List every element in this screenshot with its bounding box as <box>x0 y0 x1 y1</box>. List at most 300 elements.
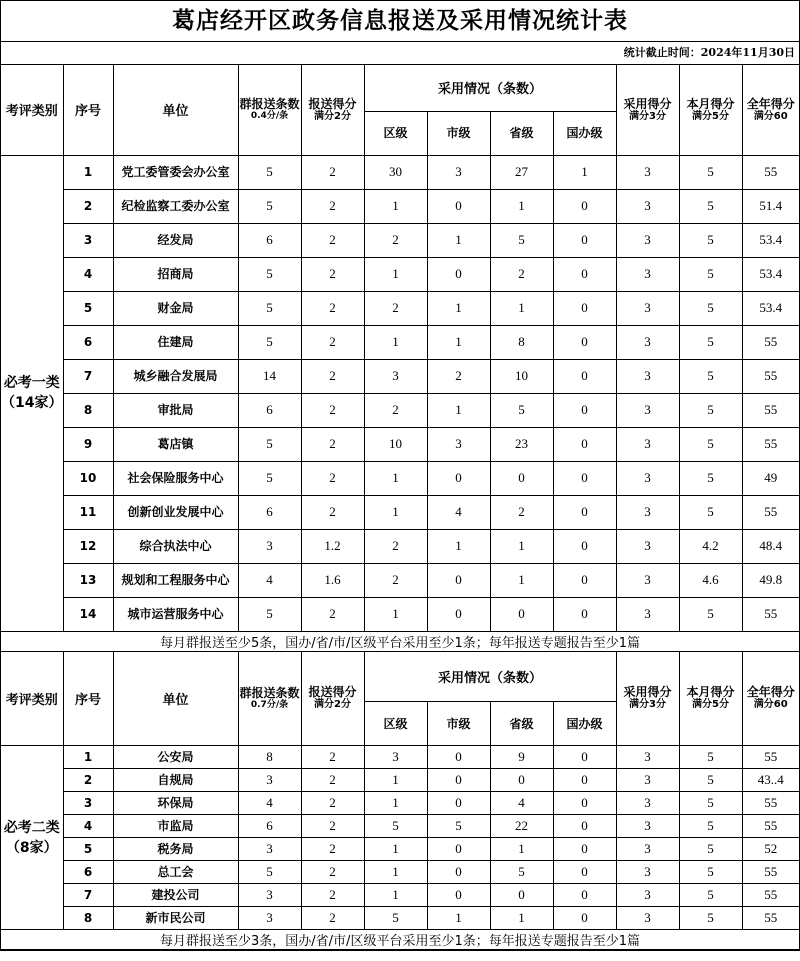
province-cell: 0 <box>490 461 553 495</box>
seq-cell: 10 <box>63 461 113 495</box>
group-report-cell: 5 <box>238 427 301 461</box>
district-cell: 1 <box>364 861 427 884</box>
district-cell: 2 <box>364 291 427 325</box>
year-score-cell: 48.4 <box>742 529 799 563</box>
header-district: 区级 <box>364 702 427 746</box>
report-score-cell: 2 <box>301 257 364 291</box>
group-report-cell: 5 <box>238 155 301 189</box>
header-adoption: 采用情况（条数） <box>364 652 616 702</box>
header-state-office: 国办级 <box>553 111 616 155</box>
year-score-cell: 55 <box>742 325 799 359</box>
category-cell: 必考二类（8家） <box>1 746 63 930</box>
year-score-cell: 52 <box>742 838 799 861</box>
year-score-cell: 55 <box>742 427 799 461</box>
city-cell: 1 <box>427 907 490 930</box>
adopt-score-cell: 3 <box>616 427 679 461</box>
month-score-cell: 4.2 <box>679 529 742 563</box>
adopt-score-cell: 3 <box>616 792 679 815</box>
header-report-score-sub: 满分2分 <box>314 110 351 122</box>
report-score-cell: 2 <box>301 861 364 884</box>
group-report-cell: 3 <box>238 907 301 930</box>
report-score-cell: 2 <box>301 393 364 427</box>
year-score-cell: 53.4 <box>742 291 799 325</box>
seq-cell: 6 <box>63 325 113 359</box>
table-row <box>1 529 799 563</box>
city-cell: 5 <box>427 815 490 838</box>
unit-cell: 创新创业发展中心 <box>113 495 238 529</box>
month-score-cell: 5 <box>679 884 742 907</box>
header-year-score-label: 全年得分 <box>746 685 795 700</box>
seq-cell: 5 <box>63 838 113 861</box>
province-cell: 1 <box>490 291 553 325</box>
header-adopt-score-label: 采用得分 <box>623 96 672 111</box>
header-year-score-sub: 满分60 <box>753 110 788 122</box>
month-score-cell: 5 <box>679 838 742 861</box>
unit-cell: 城乡融合发展局 <box>113 359 238 393</box>
unit-cell: 自规局 <box>113 769 238 792</box>
header-report-score <box>301 652 364 746</box>
state-office-cell: 0 <box>553 223 616 257</box>
unit-cell: 葛店镇 <box>113 427 238 461</box>
header-month-score-sub: 满分5分 <box>692 699 729 711</box>
header-seq: 序号 <box>63 652 113 746</box>
month-score-cell: 5 <box>679 359 742 393</box>
report-score-cell: 2 <box>301 746 364 769</box>
table-row <box>1 325 799 359</box>
header-year-score-sub: 满分60 <box>753 699 788 711</box>
seq-cell: 7 <box>63 884 113 907</box>
adopt-score-cell: 3 <box>616 189 679 223</box>
unit-cell: 税务局 <box>113 838 238 861</box>
year-score-cell: 53.4 <box>742 257 799 291</box>
group-report-cell: 6 <box>238 223 301 257</box>
report-score-cell: 2 <box>301 815 364 838</box>
state-office-cell: 0 <box>553 907 616 930</box>
adopt-score-cell: 3 <box>616 359 679 393</box>
header-province: 省级 <box>490 702 553 746</box>
province-cell: 27 <box>490 155 553 189</box>
table-row <box>1 359 799 393</box>
adopt-score-cell: 3 <box>616 291 679 325</box>
seq-cell: 1 <box>63 746 113 769</box>
state-office-cell: 0 <box>553 769 616 792</box>
city-cell: 0 <box>427 189 490 223</box>
report-score-cell: 1.2 <box>301 529 364 563</box>
district-cell: 1 <box>364 325 427 359</box>
city-cell: 0 <box>427 884 490 907</box>
district-cell: 5 <box>364 815 427 838</box>
province-cell: 0 <box>490 884 553 907</box>
month-score-cell: 5 <box>679 223 742 257</box>
month-score-cell: 5 <box>679 155 742 189</box>
year-score-cell: 49.8 <box>742 563 799 597</box>
district-cell: 1 <box>364 769 427 792</box>
header-adopt-score <box>616 652 679 746</box>
month-score-cell: 5 <box>679 746 742 769</box>
report-score-cell: 2 <box>301 495 364 529</box>
district-cell: 2 <box>364 529 427 563</box>
header-category: 考评类别 <box>1 652 63 746</box>
year-score-cell: 55 <box>742 861 799 884</box>
province-cell: 1 <box>490 838 553 861</box>
seq-cell: 7 <box>63 359 113 393</box>
state-office-cell: 0 <box>553 359 616 393</box>
seq-cell: 12 <box>63 529 113 563</box>
state-office-cell: 0 <box>553 861 616 884</box>
month-score-cell: 5 <box>679 861 742 884</box>
group-report-cell: 6 <box>238 495 301 529</box>
table-row <box>1 597 799 631</box>
group-report-cell: 3 <box>238 529 301 563</box>
header-report-score-label: 报送得分 <box>308 685 357 700</box>
unit-cell: 招商局 <box>113 257 238 291</box>
adopt-score-cell: 3 <box>616 325 679 359</box>
city-cell: 1 <box>427 325 490 359</box>
seq-cell: 11 <box>63 495 113 529</box>
city-cell: 0 <box>427 257 490 291</box>
seq-cell: 2 <box>63 769 113 792</box>
unit-cell: 总工会 <box>113 861 238 884</box>
group-report-cell: 5 <box>238 861 301 884</box>
province-cell: 5 <box>490 861 553 884</box>
report-score-cell: 2 <box>301 359 364 393</box>
adopt-score-cell: 3 <box>616 769 679 792</box>
page-title: 葛店经开区政务信息报送及采用情况统计表 <box>1 1 799 42</box>
state-office-cell: 0 <box>553 189 616 223</box>
adopt-score-cell: 3 <box>616 461 679 495</box>
unit-cell: 新市民公司 <box>113 907 238 930</box>
district-cell: 3 <box>364 359 427 393</box>
year-score-cell: 55 <box>742 393 799 427</box>
month-score-cell: 5 <box>679 427 742 461</box>
city-cell: 0 <box>427 838 490 861</box>
table-row <box>1 792 799 815</box>
year-score-cell: 55 <box>742 495 799 529</box>
year-score-cell: 55 <box>742 746 799 769</box>
table-row <box>1 291 799 325</box>
province-cell: 1 <box>490 907 553 930</box>
seq-cell: 8 <box>63 907 113 930</box>
header-group-report-label: 群报送条数 <box>239 97 300 112</box>
adopt-score-cell: 3 <box>616 815 679 838</box>
district-cell: 1 <box>364 495 427 529</box>
unit-cell: 建投公司 <box>113 884 238 907</box>
header-state-office: 国办级 <box>553 702 616 746</box>
year-score-cell: 55 <box>742 815 799 838</box>
district-cell: 3 <box>364 746 427 769</box>
section1-table <box>1 65 799 652</box>
adopt-score-cell: 3 <box>616 746 679 769</box>
group-report-cell: 3 <box>238 769 301 792</box>
table-row <box>1 769 799 792</box>
seq-cell: 14 <box>63 597 113 631</box>
table-row <box>1 861 799 884</box>
district-cell: 2 <box>364 393 427 427</box>
seq-cell: 13 <box>63 563 113 597</box>
header-adopt-score-sub: 满分3分 <box>629 110 666 122</box>
header-report-score-label: 报送得分 <box>308 96 357 111</box>
province-cell: 1 <box>490 529 553 563</box>
section2-body <box>1 746 799 930</box>
unit-cell: 城市运营服务中心 <box>113 597 238 631</box>
unit-cell: 公安局 <box>113 746 238 769</box>
group-report-cell: 4 <box>238 563 301 597</box>
report-score-cell: 2 <box>301 325 364 359</box>
city-cell: 1 <box>427 291 490 325</box>
table-row <box>1 815 799 838</box>
group-report-cell: 14 <box>238 359 301 393</box>
city-cell: 3 <box>427 427 490 461</box>
month-score-cell: 5 <box>679 769 742 792</box>
seq-cell: 9 <box>63 427 113 461</box>
month-score-cell: 5 <box>679 815 742 838</box>
year-score-cell: 55 <box>742 792 799 815</box>
group-report-cell: 5 <box>238 461 301 495</box>
header-group-report <box>238 65 301 155</box>
district-cell: 5 <box>364 907 427 930</box>
adopt-score-cell: 3 <box>616 495 679 529</box>
province-cell: 0 <box>490 769 553 792</box>
header-unit: 单位 <box>113 65 238 155</box>
district-cell: 10 <box>364 427 427 461</box>
state-office-cell: 0 <box>553 597 616 631</box>
header-province: 省级 <box>490 111 553 155</box>
month-score-cell: 5 <box>679 291 742 325</box>
district-cell: 2 <box>364 223 427 257</box>
month-score-cell: 5 <box>679 257 742 291</box>
section1-body <box>1 155 799 631</box>
seq-cell: 4 <box>63 815 113 838</box>
province-cell: 9 <box>490 746 553 769</box>
district-cell: 30 <box>364 155 427 189</box>
month-score-cell: 4.6 <box>679 563 742 597</box>
year-score-cell: 51.4 <box>742 189 799 223</box>
table-row <box>1 223 799 257</box>
month-score-cell: 5 <box>679 461 742 495</box>
city-cell: 0 <box>427 597 490 631</box>
district-cell: 1 <box>364 884 427 907</box>
month-score-cell: 5 <box>679 792 742 815</box>
city-cell: 0 <box>427 746 490 769</box>
month-score-cell: 5 <box>679 597 742 631</box>
unit-cell: 规划和工程服务中心 <box>113 563 238 597</box>
header-month-score-sub: 满分5分 <box>692 110 729 122</box>
city-cell: 1 <box>427 529 490 563</box>
district-cell: 1 <box>364 792 427 815</box>
group-report-cell: 5 <box>238 597 301 631</box>
section2-note: 每月群报送至少3条，国办/省/市/区级平台采用至少1条；每年报送专题报告至少1篇 <box>1 930 799 950</box>
report-score-cell: 2 <box>301 597 364 631</box>
header-month-score-label: 本月得分 <box>686 685 735 700</box>
city-cell: 1 <box>427 393 490 427</box>
district-cell: 1 <box>364 461 427 495</box>
group-report-cell: 8 <box>238 746 301 769</box>
month-score-cell: 5 <box>679 189 742 223</box>
month-score-cell: 5 <box>679 907 742 930</box>
year-score-cell: 55 <box>742 907 799 930</box>
state-office-cell: 0 <box>553 529 616 563</box>
report-score-cell: 2 <box>301 769 364 792</box>
month-score-cell: 5 <box>679 325 742 359</box>
report-score-cell: 2 <box>301 907 364 930</box>
report-score-cell: 2 <box>301 155 364 189</box>
table-row <box>1 495 799 529</box>
header-year-score <box>742 652 799 746</box>
city-cell: 0 <box>427 861 490 884</box>
state-office-cell: 0 <box>553 393 616 427</box>
district-cell: 1 <box>364 257 427 291</box>
state-office-cell: 0 <box>553 461 616 495</box>
seq-cell: 3 <box>63 223 113 257</box>
group-report-cell: 3 <box>238 884 301 907</box>
seq-cell: 2 <box>63 189 113 223</box>
province-cell: 5 <box>490 223 553 257</box>
district-cell: 1 <box>364 597 427 631</box>
city-cell: 3 <box>427 155 490 189</box>
province-cell: 2 <box>490 257 553 291</box>
state-office-cell: 0 <box>553 427 616 461</box>
province-cell: 4 <box>490 792 553 815</box>
group-report-cell: 5 <box>238 189 301 223</box>
header-district: 区级 <box>364 111 427 155</box>
header-unit: 单位 <box>113 652 238 746</box>
group-report-cell: 5 <box>238 257 301 291</box>
unit-cell: 经发局 <box>113 223 238 257</box>
adopt-score-cell: 3 <box>616 907 679 930</box>
header-group-report-sub: 0.7分/条 <box>250 699 289 710</box>
city-cell: 0 <box>427 563 490 597</box>
header-city: 市级 <box>427 702 490 746</box>
year-score-cell: 53.4 <box>742 223 799 257</box>
adopt-score-cell: 3 <box>616 884 679 907</box>
province-cell: 1 <box>490 563 553 597</box>
year-score-cell: 43..4 <box>742 769 799 792</box>
header-city: 市级 <box>427 111 490 155</box>
report-score-cell: 1.6 <box>301 563 364 597</box>
province-cell: 22 <box>490 815 553 838</box>
header-group-report-sub: 0.4分/条 <box>250 111 289 122</box>
unit-cell: 财金局 <box>113 291 238 325</box>
city-cell: 0 <box>427 792 490 815</box>
report-score-cell: 2 <box>301 189 364 223</box>
header-report-score-sub: 满分2分 <box>314 699 351 711</box>
group-report-cell: 4 <box>238 792 301 815</box>
province-cell: 2 <box>490 495 553 529</box>
header-year-score-label: 全年得分 <box>746 96 795 111</box>
table-row <box>1 461 799 495</box>
city-cell: 2 <box>427 359 490 393</box>
year-score-cell: 49 <box>742 461 799 495</box>
header-month-score <box>679 652 742 746</box>
header-group-report-label: 群报送条数 <box>239 685 300 700</box>
group-report-cell: 3 <box>238 838 301 861</box>
seq-cell: 3 <box>63 792 113 815</box>
city-cell: 1 <box>427 223 490 257</box>
table-row <box>1 189 799 223</box>
year-score-cell: 55 <box>742 884 799 907</box>
table-row <box>1 746 799 769</box>
adopt-score-cell: 3 <box>616 563 679 597</box>
city-cell: 0 <box>427 461 490 495</box>
group-report-cell: 6 <box>238 815 301 838</box>
province-cell: 1 <box>490 189 553 223</box>
year-score-cell: 55 <box>742 155 799 189</box>
seq-cell: 8 <box>63 393 113 427</box>
category-cell: 必考一类（14家） <box>1 155 63 631</box>
state-office-cell: 0 <box>553 291 616 325</box>
header-adopt-score-sub: 满分3分 <box>629 699 666 711</box>
report-score-cell: 2 <box>301 884 364 907</box>
table-row <box>1 563 799 597</box>
group-report-cell: 5 <box>238 325 301 359</box>
table-row <box>1 907 799 930</box>
city-cell: 4 <box>427 495 490 529</box>
province-cell: 10 <box>490 359 553 393</box>
unit-cell: 综合执法中心 <box>113 529 238 563</box>
report-score-cell: 2 <box>301 291 364 325</box>
state-office-cell: 0 <box>553 884 616 907</box>
state-office-cell: 0 <box>553 563 616 597</box>
unit-cell: 纪检监察工委办公室 <box>113 189 238 223</box>
province-cell: 23 <box>490 427 553 461</box>
adopt-score-cell: 3 <box>616 838 679 861</box>
province-cell: 5 <box>490 393 553 427</box>
city-cell: 0 <box>427 769 490 792</box>
report-score-cell: 2 <box>301 223 364 257</box>
seq-cell: 4 <box>63 257 113 291</box>
section1-note: 每月群报送至少5条，国办/省/市/区级平台采用至少1条；每年报送专题报告至少1篇 <box>1 631 799 651</box>
unit-cell: 党工委管委会办公室 <box>113 155 238 189</box>
header-report-score <box>301 65 364 155</box>
state-office-cell: 0 <box>553 838 616 861</box>
report-score-cell: 2 <box>301 427 364 461</box>
state-office-cell: 1 <box>553 155 616 189</box>
section2-table <box>1 652 799 951</box>
table-row <box>1 155 799 189</box>
unit-cell: 审批局 <box>113 393 238 427</box>
group-report-cell: 5 <box>238 291 301 325</box>
unit-cell: 市监局 <box>113 815 238 838</box>
adopt-score-cell: 3 <box>616 155 679 189</box>
table-row <box>1 427 799 461</box>
table-row <box>1 257 799 291</box>
month-score-cell: 5 <box>679 495 742 529</box>
header-month-score <box>679 65 742 155</box>
year-score-cell: 55 <box>742 359 799 393</box>
adopt-score-cell: 3 <box>616 257 679 291</box>
adopt-score-cell: 3 <box>616 223 679 257</box>
adopt-score-cell: 3 <box>616 393 679 427</box>
adopt-score-cell: 3 <box>616 529 679 563</box>
header-adopt-score-label: 采用得分 <box>623 685 672 700</box>
header-adoption: 采用情况（条数） <box>364 65 616 111</box>
unit-cell: 环保局 <box>113 792 238 815</box>
district-cell: 1 <box>364 189 427 223</box>
unit-cell: 社会保险服务中心 <box>113 461 238 495</box>
header-month-score-label: 本月得分 <box>686 96 735 111</box>
province-cell: 0 <box>490 597 553 631</box>
table-row <box>1 884 799 907</box>
table-row <box>1 838 799 861</box>
province-cell: 8 <box>490 325 553 359</box>
header-category: 考评类别 <box>1 65 63 155</box>
group-report-cell: 6 <box>238 393 301 427</box>
report-score-cell: 2 <box>301 838 364 861</box>
state-office-cell: 0 <box>553 815 616 838</box>
table-row <box>1 393 799 427</box>
year-score-cell: 55 <box>742 597 799 631</box>
district-cell: 1 <box>364 838 427 861</box>
